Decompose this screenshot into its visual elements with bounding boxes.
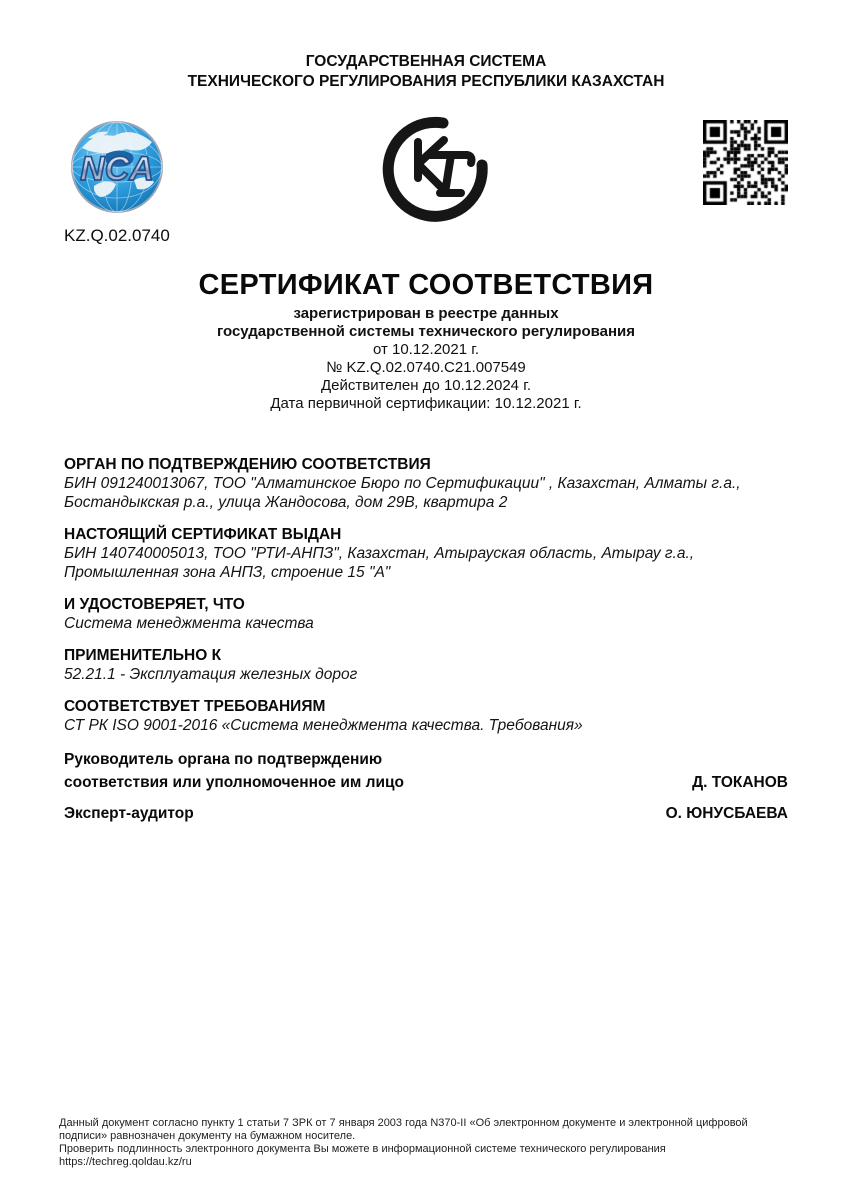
section-body-text: 52.21.1 - Эксплуатация железных дорог (64, 666, 358, 683)
section-complies-with (64, 697, 788, 735)
title-block (64, 268, 788, 413)
certificate-sections (64, 455, 788, 735)
certificate-title: СЕРТИФИКАТ СООТВЕТСТВИЯ (198, 269, 654, 301)
qr-code (703, 120, 788, 205)
verification-url: https://techreg.qoldau.kz/ru (59, 1156, 192, 1168)
head-signatory-name: Д. ТОКАНОВ (692, 774, 788, 791)
issue-date: от 10.12.2021 г. (372, 341, 480, 358)
section-heading: ПРИМЕНИТЕЛЬНО К (64, 647, 222, 664)
qr-code-canvas (703, 120, 788, 205)
head-role-line-1: Руководитель органа по подтверждению (64, 751, 383, 768)
document-footer (59, 1117, 761, 1169)
signature-block (64, 748, 788, 825)
valid-until: Действителен до 10.12.2024 г. (321, 377, 531, 394)
header-line-2: ТЕХНИЧЕСКОГО РЕГУЛИРОВАНИЯ РЕСПУБЛИКИ КАЗАХСТАН (187, 73, 665, 90)
expert-signature-row (64, 802, 788, 825)
section-certifies-that (64, 595, 788, 633)
footer-legal-line-2: подписи» равнозначен документу на бумажном носителе. (59, 1130, 356, 1142)
section-body-text: СТ РК ISO 9001-2016 «Система менеджмента качества. Требования» (64, 717, 583, 734)
footer-legal-line-1: Данный документ согласно пункту 1 статьи 7 ЗРК от 7 января 2003 года N370-II «Об электронном документе и электронной цифровой (59, 1117, 748, 1129)
conformity-mark-icon (382, 112, 492, 222)
head-role-line-2: соответствия или уполномоченное им лицо (64, 774, 405, 791)
expert-signatory-name: О. ЮНУСБАЕВА (665, 805, 788, 822)
section-body-text: Система менеджмента качества (64, 615, 314, 632)
section-heading: СООТВЕТСТВУЕТ ТРЕБОВАНИЯМ (64, 698, 326, 715)
section-heading: И УДОСТОВЕРЯЕТ, ЧТО (64, 596, 245, 613)
section-body-text: БИН 140740005013, ТОО "РТИ-АНПЗ", Казахстан, Атырауская область, Атырау г.а., Промышленная зона АНПЗ, строение 15 "А" (64, 545, 695, 581)
head-signature-row (64, 771, 788, 794)
registry-subtitle-line-1: зарегистрирован в реестре данных (293, 305, 559, 322)
certificate-number: № KZ.Q.02.0740.C21.007549 (326, 359, 526, 376)
logo-row (64, 116, 788, 222)
section-heading: НАСТОЯЩИЙ СЕРТИФИКАТ ВЫДАН (64, 526, 342, 543)
section-body-text: БИН 091240013067, ТОО "Алматинское Бюро по Сертификации" , Казахстан, Алматы г.а., Бостандыкская р.а., улица Жандосова, дом 29В, квартира 2 (64, 475, 741, 511)
footer-verification-line: Проверить подлинность электронного документа Вы можете в информационной системе технического регулирования (59, 1143, 666, 1155)
document-header (64, 52, 788, 92)
nca-logo-text: NCA (80, 150, 154, 188)
section-heading: ОРГАН ПО ПОДТВЕРЖДЕНИЮ СООТВЕТСТВИЯ (64, 456, 431, 473)
section-applicable-to (64, 646, 788, 684)
first-certification-date: Дата первичной сертификации: 10.12.2021 г. (270, 395, 582, 412)
accreditation-number: KZ.Q.02.0740 (64, 226, 170, 245)
registry-subtitle-line-2: государственной системы технического регулирования (216, 323, 636, 340)
section-certification-body (64, 455, 788, 512)
nca-globe-logo-icon (64, 116, 170, 222)
expert-role: Эксперт-аудитор (64, 805, 194, 822)
header-line-1: ГОСУДАРСТВЕННАЯ СИСТЕМА (305, 53, 547, 70)
section-issued-to (64, 525, 788, 582)
